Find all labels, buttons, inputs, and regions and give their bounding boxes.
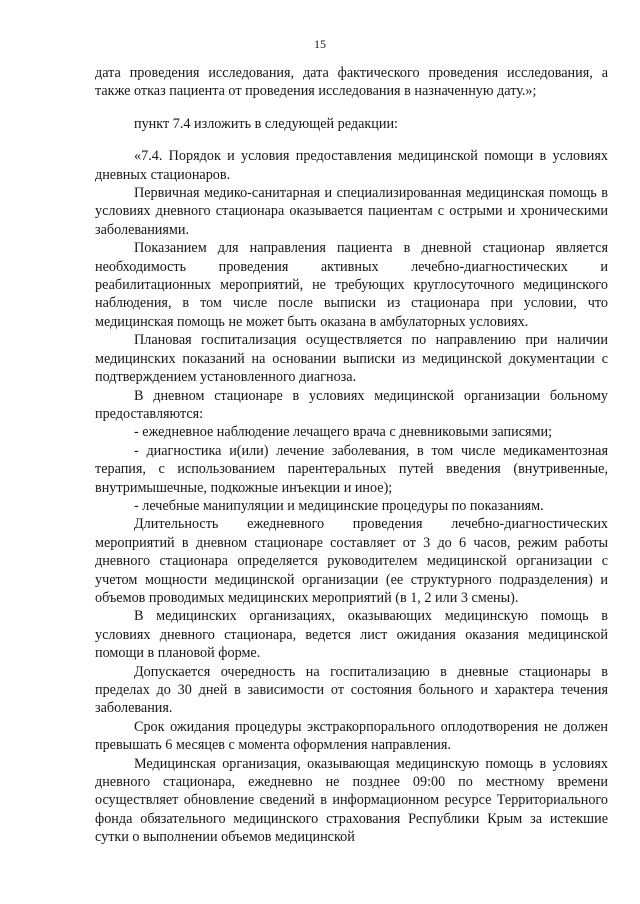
paragraph: Показанием для направления пациента в дневной стационар является необходимость проведения активных лечебно-диагностических и реабилитационных мероприятий, не требующих круглосуточного медицинского наблюдения, в том числе после выписки из стационара при условии, что медицинская помощь не может быть оказана в амбулаторных условиях. <box>95 240 608 330</box>
paragraph: В дневном стационаре в условиях медицинской организации больному предоставляются: <box>95 387 608 422</box>
list-item: - ежедневное наблюдение лечащего врача с дневниковыми записями; <box>134 424 553 441</box>
paragraph: Плановая госпитализация осуществляется по направлению при наличии медицинских показаний на основании выписки из медицинской документации с подтверждением установленного диагноза. <box>95 332 608 386</box>
paragraph: Длительность ежедневного проведения лечебно-диагностических мероприятий в дневном стационаре составляет от 3 до 6 часов, режим работы дневного стационара определяется руководителем медицинской организации с учетом мощности медицинской организации (ее структурного подразделения) и объемов проводимых медицинских мероприятий (в 1, 2 или 3 смены). <box>95 516 608 606</box>
paragraph-continuation: дата проведения исследования, дата фактического проведения исследования, а также отказ пациента от проведения исследования в назначенную дату.»; <box>95 65 608 100</box>
paragraph: Срок ожидания процедуры экстракорпорального оплодотворения не должен превышать 6 месяцев с момента оформления направления. <box>95 718 608 754</box>
paragraph: Допускается очередность на госпитализацию в дневные стационары в пределах до 30 дней в зависимости от состояния больного и характера течения заболевания. <box>95 663 608 717</box>
list-item: - лечебные манипуляции и медицинские процедуры по показаниям. <box>134 497 544 514</box>
list-item: - диагностика и(или) лечение заболевания, в том числе медикаментозная терапия, с использованием парентеральных путей введения (внутривенные, внутримышечные, подкожные инъекции и иное); <box>95 442 608 496</box>
paragraph: В медицинских организациях, оказывающих медицинскую помощь в условиях дневного стационара, ведется лист ожидания оказания медицинской помощи в плановой форме. <box>95 608 608 662</box>
paragraph: Медицинская организация, оказывающая медицинскую помощь в условиях дневного стационара, ежедневно не позднее 09:00 по местному времени осуществляет обновление сведений в информационном ресурсе Территориального фонда обязательного медицинского страхования Республики Крым за истекшие сутки о выполнении объемов медицинской <box>95 755 608 846</box>
page-number: 15 <box>314 37 326 51</box>
paragraph-amendment-instruction: пункт 7.4 изложить в следующей редакции: <box>134 115 398 132</box>
paragraph: Первичная медико-санитарная и специализированная медицинская помощь в условиях дневного стационара оказывается пациентам с острыми и хроническими заболеваниями. <box>95 185 608 238</box>
document-body <box>95 64 608 847</box>
paragraph-section-heading: «7.4. Порядок и условия предоставления медицинской помощи в условиях дневных стационаров. <box>95 148 608 183</box>
